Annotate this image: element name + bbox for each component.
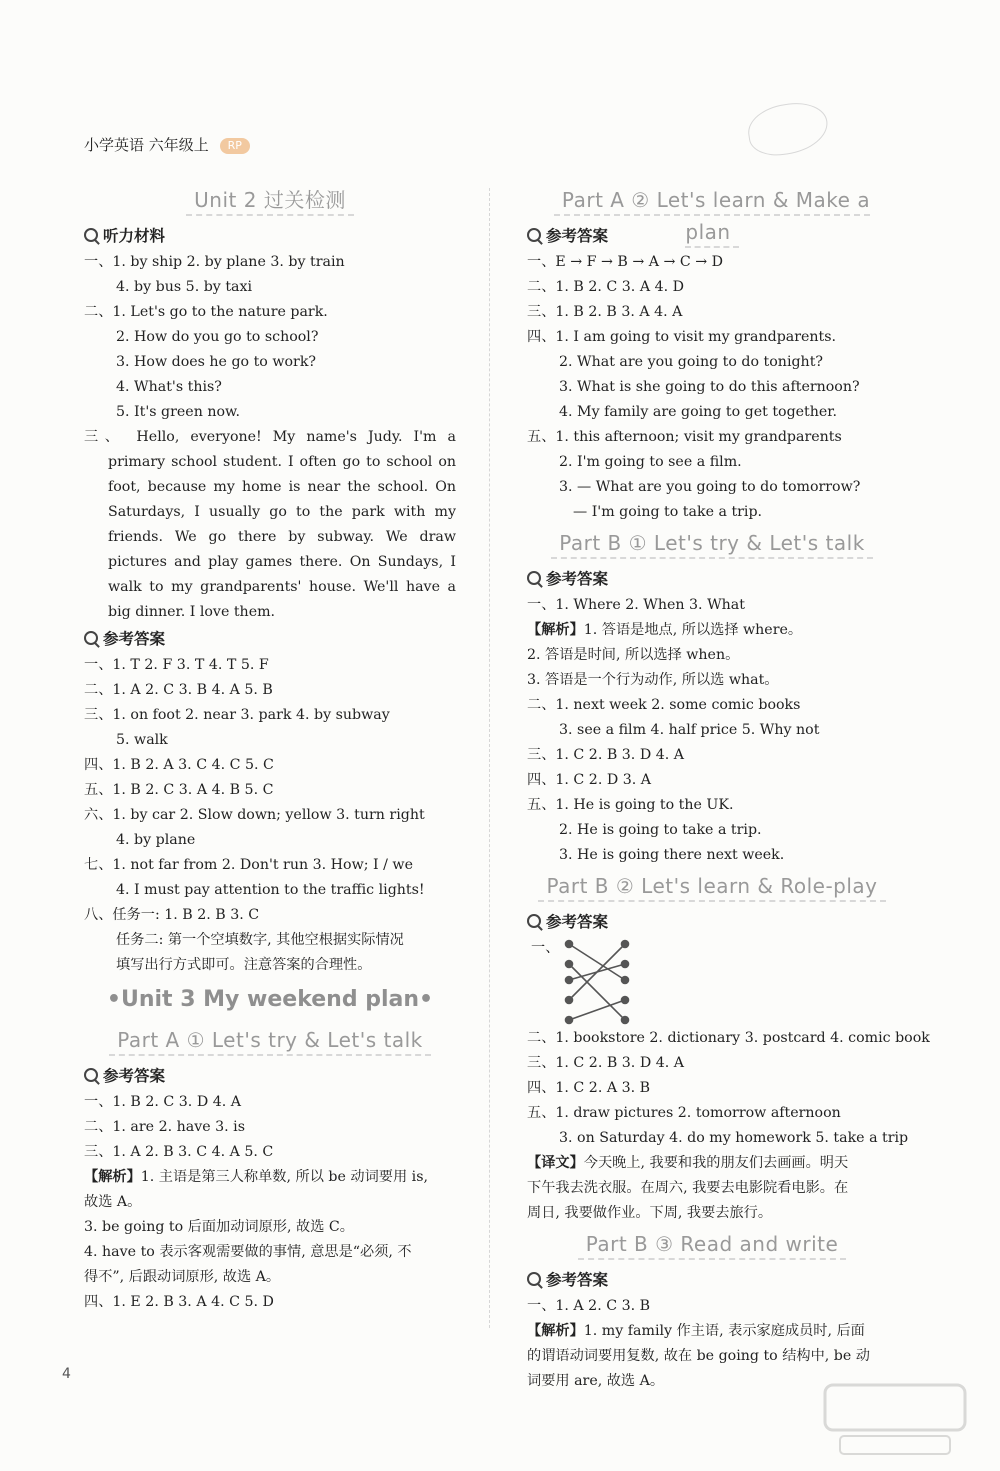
stamp-graphic	[745, 99, 831, 160]
text-line: 3. He is going there next week.	[559, 847, 785, 863]
text-line: 三、1. B 2. B 3. A 4. A	[527, 304, 683, 320]
text-line: 一、1. by ship 2. by plane 3. by train	[84, 254, 345, 270]
text-line: 的谓语动词要用复数, 故在 be going to 结构中, be 动	[527, 1348, 870, 1364]
listening-heading: 听力材料	[84, 222, 456, 250]
text-line: 七、1. not far from 2. Don't run 3. How; I / we	[84, 857, 413, 873]
text-line: 四、1. C 2. D 3. A	[527, 772, 652, 788]
search-icon	[527, 1272, 541, 1286]
text-line: 二、1. Let's go to the nature park.	[84, 304, 328, 320]
text-line: 2. I'm going to see a film.	[559, 454, 742, 470]
text-line: 故选 A。	[84, 1194, 142, 1210]
text-line: 四、1. E 2. B 3. A 4. C 5. D	[84, 1294, 274, 1310]
listening-passage: 三、 Hello, everyone! My name's Judy. I'm a primary school student. I often go to school on foot, because my home is near the school. On Saturdays, I usually go to the park with my friends. We go there by subway. We draw pictures and play games there. On Sundays, I walk to my grandparents' house. We'll have a big dinner. I love them.	[84, 429, 456, 620]
text-line: 2. How do you go to school?	[116, 329, 319, 345]
search-icon	[84, 1068, 98, 1082]
text-line: 五、1. this afternoon; visit my grandparents	[527, 429, 842, 445]
text-line: 八、任务一: 1. B 2. B 3. C	[84, 907, 260, 923]
answers-heading: 参考答案	[527, 1266, 897, 1294]
text-line: 二、1. bookstore 2. dictionary 3. postcard 4. comic book	[527, 1030, 930, 1046]
right-column	[527, 182, 930, 1394]
text-line: 五、1. He is going to the UK.	[527, 797, 734, 813]
text-line: 4. have to 表示客观需要做的事情, 意思是“必须, 不	[84, 1244, 412, 1260]
page-number: 4	[62, 1366, 71, 1382]
analysis-tag: 【解析】	[84, 1169, 141, 1185]
search-icon	[84, 631, 98, 645]
text-line: 4. What's this?	[116, 379, 222, 395]
text-line: 5. It's green now.	[116, 404, 240, 420]
section-title-partB2: Part B ② Let's learn & Role-play	[527, 870, 897, 906]
section-title-unit2: Unit 2 过关检测	[84, 184, 456, 220]
page-header	[84, 134, 250, 155]
text-line: 二、1. next week 2. some comic books	[527, 697, 801, 713]
text-line: 二、1. are 2. have 3. is	[84, 1119, 245, 1135]
text-line: 4. I must pay attention to the traffic lights!	[116, 882, 425, 898]
text-line: 得不”, 后跟动词原形, 故选 A。	[84, 1269, 281, 1285]
search-icon	[527, 914, 541, 928]
text-line: 【解析】1. my family 作主语, 表示家庭成员时, 后面	[527, 1323, 865, 1339]
text-line: 3. — What are you going to do tomorrow?	[559, 479, 861, 495]
search-icon	[84, 228, 98, 242]
left-column	[84, 182, 456, 1315]
search-icon	[527, 228, 541, 242]
text-line: 3. 答语是一个行为动作, 所以选 what。	[527, 672, 779, 688]
text-line: 2. 答语是时间, 所以选择 when。	[527, 647, 740, 663]
text-line: 一、1. Where 2. When 3. What	[527, 597, 745, 613]
unit3-title: •Unit 3 My weekend plan•	[106, 987, 434, 1012]
text-line: 3. be going to 后面加动词原形, 故选 C。	[84, 1219, 354, 1235]
text-line: 周日, 我要做作业。下周, 我要去旅行。	[527, 1205, 773, 1221]
text-line: 一、1. T 2. F 3. T 4. T 5. F	[84, 657, 269, 673]
text-line: 【解析】1. 主语是第三人称单数, 所以 be 动词要用 is,	[84, 1169, 428, 1185]
text-line: 词要用 are, 故选 A。	[527, 1373, 665, 1389]
text-line: 一、1. A 2. C 3. B	[527, 1298, 651, 1314]
text-line: 2. What are you going to do tonight?	[559, 354, 824, 370]
text-line: 二、1. B 2. C 3. A 4. D	[527, 279, 684, 295]
watermark-graphic	[820, 1380, 970, 1460]
answers-heading: 参考答案	[527, 565, 897, 593]
search-icon	[527, 571, 541, 585]
text-line: 三、1. A 2. B 3. C 4. A 5. C	[84, 1144, 274, 1160]
answers-heading: 参考答案	[527, 908, 897, 936]
text-line: 三、1. on foot 2. near 3. park 4. by subway	[84, 707, 390, 723]
text-line: 3. How does he go to work?	[116, 354, 317, 370]
text-line: 4. by plane	[116, 832, 196, 848]
answers-heading: 参考答案	[84, 625, 456, 653]
text-line: 四、1. C 2. A 3. B	[527, 1080, 651, 1096]
section-title-partB3: Part B ③ Read and write	[527, 1228, 897, 1264]
text-line: 下午我去洗衣服。在周六, 我要去电影院看电影。在	[527, 1180, 849, 1196]
analysis-tag: 【解析】	[527, 622, 584, 638]
edition-badge: RP	[220, 138, 250, 154]
matching-lines	[557, 936, 647, 1026]
column-divider	[489, 188, 490, 1328]
text-line: 五、1. draw pictures 2. tomorrow afternoon	[527, 1105, 841, 1121]
text-line: 4. My family are going to get together.	[559, 404, 838, 420]
analysis-tag: 【解析】	[527, 1323, 584, 1339]
answers-heading: 参考答案	[527, 222, 897, 250]
text-line: 3. What is she going to do this afternoon?	[559, 379, 860, 395]
translation-tag: 【译文】	[527, 1155, 584, 1171]
text-line: 六、1. by car 2. Slow down; yellow 3. turn right	[84, 807, 425, 823]
text-line: 四、1. B 2. A 3. C 4. C 5. C	[84, 757, 274, 773]
text-line: 3. on Saturday 4. do my homework 5. take a trip	[559, 1130, 909, 1146]
text-line: 一、E → F → B → A → C → D	[527, 254, 724, 270]
text-line: 填写出行方式即可。注意答案的合理性。	[116, 957, 372, 973]
text-line: 5. walk	[116, 732, 168, 748]
text-line: 一、1. B 2. C 3. D 4. A	[84, 1094, 241, 1110]
section-title-partB1: Part B ① Let's try & Let's talk	[527, 527, 897, 563]
section-title-partA2: Part A ② Let's learn & Make a plan	[527, 184, 897, 220]
text-line: 三、1. C 2. B 3. D 4. A	[527, 747, 684, 763]
text-line: 五、1. B 2. C 3. A 4. B 5. C	[84, 782, 274, 798]
section-title-partA1: Part A ① Let's try & Let's talk	[84, 1024, 456, 1060]
text-line: 4. by bus 5. by taxi	[116, 279, 253, 295]
text-line: 【解析】1. 答语是地点, 所以选择 where。	[527, 622, 803, 638]
text-line: 二、1. A 2. C 3. B 4. A 5. B	[84, 682, 273, 698]
text-line: 三、1. C 2. B 3. D 4. A	[527, 1055, 684, 1071]
text-line: 任务二: 第一个空填数字, 其他空根据实际情况	[116, 932, 404, 948]
text-line: 一、	[531, 940, 560, 956]
text-line: 2. He is going to take a trip.	[559, 822, 762, 838]
matching-diagram	[531, 936, 897, 1026]
text-line: 3. see a film 4. half price 5. Why not	[559, 722, 820, 738]
text-line: 【译文】今天晚上, 我要和我的朋友们去画画。明天	[527, 1155, 849, 1171]
answers-heading: 参考答案	[84, 1062, 456, 1090]
text-line: — I'm going to take a trip.	[573, 504, 763, 520]
text-line: 四、1. I am going to visit my grandparents.	[527, 329, 837, 345]
header-title: 小学英语 六年级上	[84, 136, 209, 154]
